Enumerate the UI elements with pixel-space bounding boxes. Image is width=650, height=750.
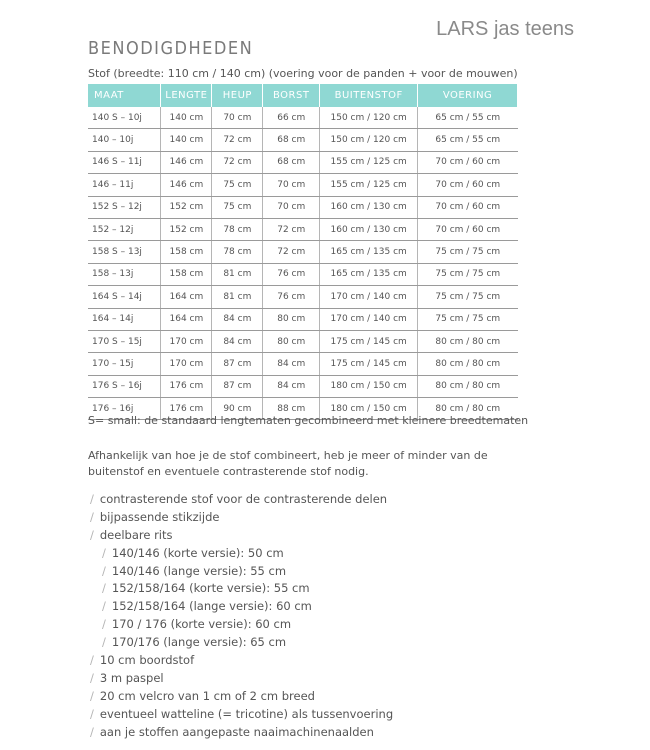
supply-text: 152/158/164 (korte versie): 55 cm xyxy=(111,581,310,596)
slash-bullet-icon: / xyxy=(90,509,94,524)
table-cell: 78 cm xyxy=(212,241,263,263)
supply-text: 20 cm velcro van 1 cm of 2 cm breed xyxy=(99,688,315,703)
table-cell: 170 cm xyxy=(161,353,212,375)
supply-sub-item xyxy=(90,634,393,652)
table-cell: 152 cm xyxy=(161,196,212,218)
table-cell: 84 cm xyxy=(263,375,320,397)
table-cell: 175 cm / 145 cm xyxy=(320,330,418,352)
supplies-list xyxy=(90,491,393,741)
table-cell: 150 cm / 120 cm xyxy=(320,107,418,129)
table-cell: 160 cm / 130 cm xyxy=(320,196,418,218)
table-row xyxy=(88,107,518,129)
table-cell: 80 cm xyxy=(263,308,320,330)
slash-bullet-icon: / xyxy=(102,599,106,614)
table-cell: 158 cm xyxy=(161,241,212,263)
table-cell: 81 cm xyxy=(212,263,263,285)
table-cell: 164 S – 14j xyxy=(88,286,161,308)
table-cell: 158 cm xyxy=(161,263,212,285)
table-cell: 68 cm xyxy=(263,151,320,173)
table-cell: 70 cm xyxy=(212,107,263,129)
table-cell: 152 – 12j xyxy=(88,218,161,240)
table-cell: 80 cm / 80 cm xyxy=(418,398,518,420)
supply-item xyxy=(90,706,393,724)
slash-bullet-icon: / xyxy=(90,492,94,506)
table-cell: 75 cm / 75 cm xyxy=(418,286,518,308)
table-cell: 164 cm xyxy=(161,308,212,330)
supply-item xyxy=(90,509,393,527)
table-cell: 72 cm xyxy=(212,151,263,173)
table-cell: 84 cm xyxy=(212,330,263,352)
table-cell: 170 cm / 140 cm xyxy=(320,286,418,308)
fabric-subtitle: Stof (breedte: 110 cm / 140 cm) (voering voor de panden + voor de mouwen) xyxy=(88,67,518,80)
table-cell: 80 cm / 80 cm xyxy=(418,353,518,375)
table-cell: 180 cm / 150 cm xyxy=(320,375,418,397)
table-cell: 75 cm xyxy=(212,196,263,218)
supply-text: 152/158/164 (lange versie): 60 cm xyxy=(111,599,312,614)
table-cell: 75 cm / 75 cm xyxy=(418,263,518,285)
table-cell: 155 cm / 125 cm xyxy=(320,151,418,173)
table-row xyxy=(88,263,518,285)
table-cell: 70 cm / 60 cm xyxy=(418,151,518,173)
table-cell: 146 S – 11j xyxy=(88,151,161,173)
supply-item xyxy=(90,724,393,742)
table-row xyxy=(88,218,518,240)
table-cell: 88 cm xyxy=(263,398,320,420)
table-cell: 140 – 10j xyxy=(88,129,161,151)
table-cell: 72 cm xyxy=(263,218,320,240)
table-cell: 70 cm / 60 cm xyxy=(418,174,518,196)
table-cell: 81 cm xyxy=(212,286,263,308)
table-row xyxy=(88,330,518,352)
table-cell: 84 cm xyxy=(212,308,263,330)
supply-text: deelbare rits xyxy=(99,527,173,542)
table-cell: 75 cm / 75 cm xyxy=(418,241,518,263)
supply-sub-item xyxy=(90,616,393,634)
table-footnote: S= small: de standaard lengtematen gecombineerd met kleinere breedtematen xyxy=(88,414,529,427)
table-row xyxy=(88,286,518,308)
table-cell: 80 cm xyxy=(263,330,320,352)
document-title: LARS jas teens xyxy=(436,18,574,40)
table-cell: 72 cm xyxy=(212,129,263,151)
table-cell: 70 cm xyxy=(263,196,320,218)
table-cell: 140 cm xyxy=(161,129,212,151)
table-cell: 75 cm / 75 cm xyxy=(418,308,518,330)
size-table xyxy=(88,84,518,420)
table-cell: 70 cm / 60 cm xyxy=(418,218,518,240)
slash-bullet-icon: / xyxy=(90,688,94,703)
table-cell: 90 cm xyxy=(212,398,263,420)
table-cell: 65 cm / 55 cm xyxy=(418,107,518,129)
table-cell: 150 cm / 120 cm xyxy=(320,129,418,151)
table-cell: 70 cm / 60 cm xyxy=(418,196,518,218)
table-cell: 155 cm / 125 cm xyxy=(320,174,418,196)
table-cell: 165 cm / 135 cm xyxy=(320,241,418,263)
table-cell: 140 S – 10j xyxy=(88,107,161,129)
table-cell: 152 S – 12j xyxy=(88,196,161,218)
supply-sub-item xyxy=(90,545,393,563)
supply-text: 140/146 (korte versie): 50 cm xyxy=(111,545,284,560)
supply-text: bijpassende stikzijde xyxy=(99,509,220,524)
supply-sub-item xyxy=(90,563,393,581)
table-cell: 176 – 16j xyxy=(88,398,161,420)
table-cell: 75 cm xyxy=(212,174,263,196)
table-header-row xyxy=(88,84,518,107)
table-cell: 87 cm xyxy=(212,353,263,375)
table-cell: 160 cm / 130 cm xyxy=(320,218,418,240)
table-cell: 164 – 14j xyxy=(88,308,161,330)
supply-text: eventueel watteline (= tricotine) als tussenvoering xyxy=(99,706,394,721)
supply-text: 10 cm boordstof xyxy=(99,653,195,668)
table-row xyxy=(88,353,518,375)
table-row xyxy=(88,308,518,330)
table-cell: 70 cm xyxy=(263,174,320,196)
slash-bullet-icon: / xyxy=(90,527,94,542)
table-cell: 158 S – 13j xyxy=(88,241,161,263)
table-cell: 176 cm xyxy=(161,375,212,397)
slash-bullet-icon: / xyxy=(102,581,106,596)
table-cell: 66 cm xyxy=(263,107,320,129)
supply-text: 140/146 (lange versie): 55 cm xyxy=(111,563,287,578)
table-row xyxy=(88,196,518,218)
slash-bullet-icon: / xyxy=(102,617,106,632)
header-voering: VOERING xyxy=(418,84,518,107)
table-cell: 180 cm / 150 cm xyxy=(320,398,418,420)
supply-item xyxy=(90,527,393,545)
table-cell: 170 cm xyxy=(161,330,212,352)
header-maat: MAAT xyxy=(88,84,161,107)
intro-paragraph: Afhankelijk van hoe je de stof combineert, heb je meer of minder van de buitenstof en eventuele contrasterende stof nodig. xyxy=(88,449,488,478)
slash-bullet-icon: / xyxy=(102,563,106,578)
table-row xyxy=(88,129,518,151)
table-cell: 65 cm / 55 cm xyxy=(418,129,518,151)
table-cell: 80 cm / 80 cm xyxy=(418,375,518,397)
supply-item xyxy=(90,652,393,670)
supply-text: 170/176 (lange versie): 65 cm xyxy=(111,635,287,650)
header-lengte: LENGTE xyxy=(161,84,212,107)
table-cell: 158 – 13j xyxy=(88,263,161,285)
table-cell: 176 S – 16j xyxy=(88,375,161,397)
table-row xyxy=(88,375,518,397)
supply-text: 3 m paspel xyxy=(99,670,164,685)
table-cell: 170 – 15j xyxy=(88,353,161,375)
supply-text: contrasterende stof voor de contrasterende delen xyxy=(99,492,388,506)
table-cell: 76 cm xyxy=(263,286,320,308)
slash-bullet-icon: / xyxy=(90,706,94,721)
table-row xyxy=(88,241,518,263)
table-cell: 165 cm / 135 cm xyxy=(320,263,418,285)
slash-bullet-icon: / xyxy=(102,545,106,560)
table-cell: 164 cm xyxy=(161,286,212,308)
table-body xyxy=(88,107,518,420)
supply-text: 170 / 176 (korte versie): 60 cm xyxy=(111,617,292,632)
section-heading: BENODIGDHEDEN xyxy=(88,38,254,59)
table-cell: 146 – 11j xyxy=(88,174,161,196)
slash-bullet-icon: / xyxy=(90,670,94,685)
table-cell: 170 cm / 140 cm xyxy=(320,308,418,330)
table-cell: 76 cm xyxy=(263,263,320,285)
table-row xyxy=(88,151,518,173)
table-row xyxy=(88,174,518,196)
header-buitenstof: BUITENSTOF xyxy=(320,84,418,107)
supply-sub-item xyxy=(90,580,393,598)
header-borst: BORST xyxy=(263,84,320,107)
table-cell: 84 cm xyxy=(263,353,320,375)
supply-item xyxy=(90,670,393,688)
slash-bullet-icon: / xyxy=(102,635,106,650)
table-cell: 152 cm xyxy=(161,218,212,240)
table-cell: 78 cm xyxy=(212,218,263,240)
table-cell: 170 S – 15j xyxy=(88,330,161,352)
table-cell: 80 cm / 80 cm xyxy=(418,330,518,352)
table-cell: 68 cm xyxy=(263,129,320,151)
table-cell: 146 cm xyxy=(161,151,212,173)
header-heup: HEUP xyxy=(212,84,263,107)
table-cell: 140 cm xyxy=(161,107,212,129)
slash-bullet-icon: / xyxy=(90,724,94,739)
table-cell: 87 cm xyxy=(212,375,263,397)
table-cell: 146 cm xyxy=(161,174,212,196)
table-cell: 175 cm / 145 cm xyxy=(320,353,418,375)
supply-sub-item xyxy=(90,598,393,616)
table-cell: 176 cm xyxy=(161,398,212,420)
supply-item xyxy=(90,688,393,706)
table-cell: 72 cm xyxy=(263,241,320,263)
slash-bullet-icon: / xyxy=(90,653,94,668)
supply-item xyxy=(90,491,393,509)
supply-text: aan je stoffen aangepaste naaimachinenaalden xyxy=(99,724,374,739)
